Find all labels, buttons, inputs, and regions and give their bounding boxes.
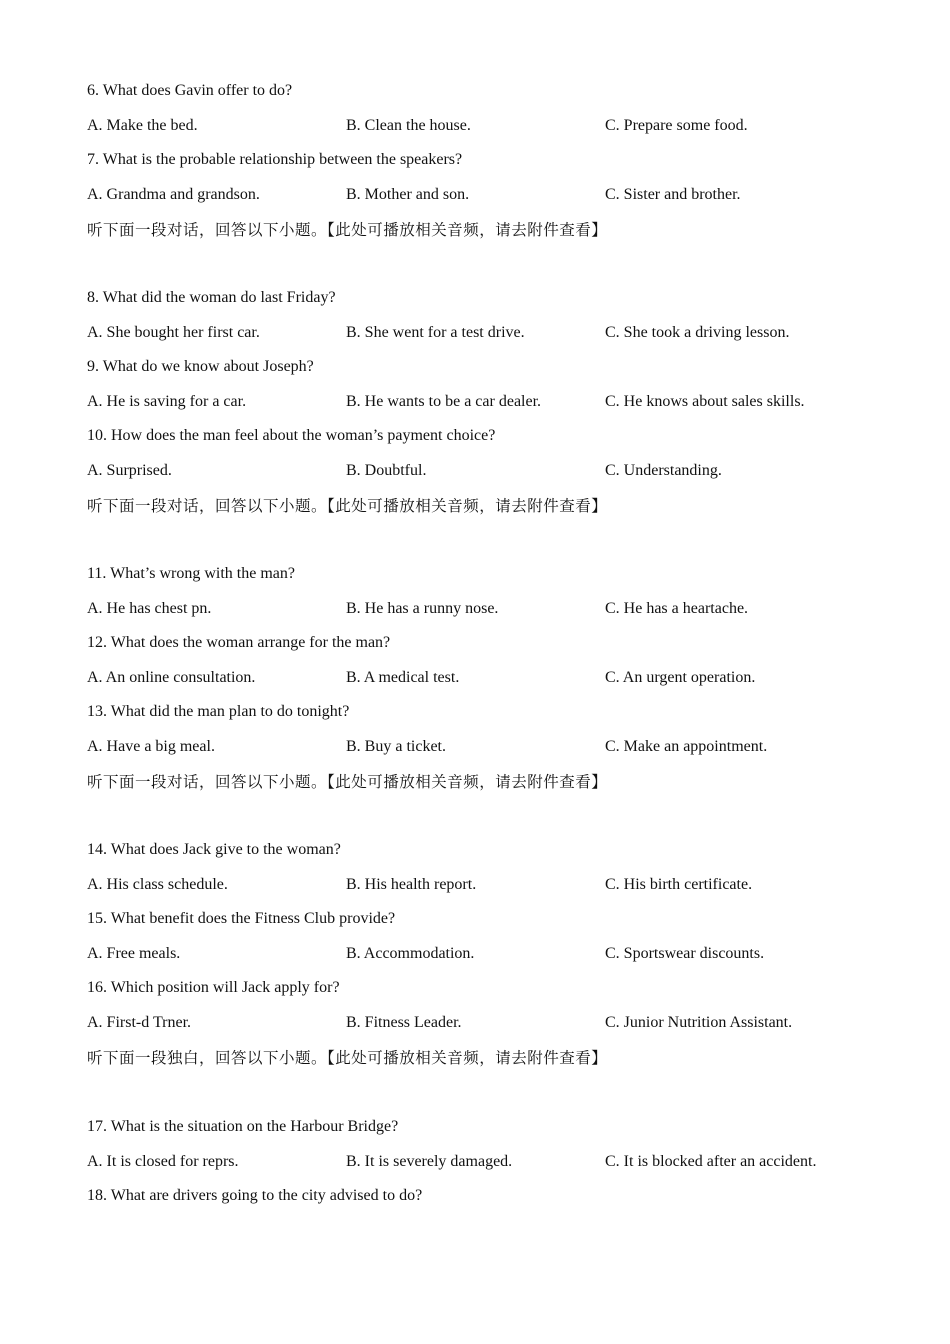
option-15a: A. Free meals.: [87, 945, 181, 962]
option-8c: C. She took a driving lesson.: [605, 324, 790, 341]
option-15b: B. Accommodation.: [346, 945, 475, 962]
option-12b: B. A medical test.: [346, 669, 460, 686]
option-11a: A. He has chest pn.: [87, 600, 212, 617]
options-16: [87, 1013, 887, 1033]
options-10: [87, 461, 887, 481]
question-7: 7. What is the probable relationship between the speakers?: [87, 151, 463, 168]
dialogue-instruction: 听下面一段对话，回答以下小题。【此处可播放相关音频，请去附件查看】: [87, 773, 608, 791]
option-14b: B. His health report.: [346, 876, 477, 893]
option-16c: C. Junior Nutrition Assistant.: [605, 1014, 793, 1031]
question-16: 16. Which position will Jack apply for?: [87, 979, 340, 996]
option-9a: A. He is saving for a car.: [87, 393, 247, 410]
question-18: 18. What are drivers going to the city advised to do?: [87, 1187, 423, 1204]
options-13: [87, 737, 887, 757]
option-9c: C. He knows about sales skills.: [605, 393, 805, 410]
question-10: 10. How does the man feel about the woman’s payment choice?: [87, 427, 496, 444]
options-11: [87, 599, 887, 619]
option-9b: B. He wants to be a car dealer.: [346, 393, 542, 410]
question-8: 8. What did the woman do last Friday?: [87, 289, 336, 306]
question-12: 12. What does the woman arrange for the man?: [87, 634, 391, 651]
option-7b: B. Mother and son.: [346, 186, 470, 203]
option-6b: B. Clean the house.: [346, 117, 471, 134]
option-14c: C. His birth certificate.: [605, 876, 753, 893]
options-7: [87, 185, 887, 205]
question-14: 14. What does Jack give to the woman?: [87, 841, 341, 858]
option-7a: A. Grandma and grandson.: [87, 186, 260, 203]
option-6a: A. Make the bed.: [87, 117, 198, 134]
option-10a: A. Surprised.: [87, 462, 172, 479]
options-14: [87, 875, 887, 895]
options-8: [87, 323, 887, 343]
options-17: [87, 1152, 887, 1172]
option-12a: A. An online consultation.: [87, 669, 256, 686]
option-14a: A. His class schedule.: [87, 876, 228, 893]
options-12: [87, 668, 887, 688]
question-9: 9. What do we know about Joseph?: [87, 358, 314, 375]
question-11: 11. What’s wrong with the man?: [87, 565, 295, 582]
option-13b: B. Buy a ticket.: [346, 738, 446, 755]
option-11b: B. He has a runny nose.: [346, 600, 499, 617]
option-8a: A. She bought her first car.: [87, 324, 260, 341]
dialogue-instruction: 听下面一段对话，回答以下小题。【此处可播放相关音频，请去附件查看】: [87, 221, 608, 239]
option-13a: A. Have a big meal.: [87, 738, 215, 755]
option-6c: C. Prepare some food.: [605, 117, 748, 134]
option-10c: C. Understanding.: [605, 462, 722, 479]
dialogue-instruction: 听下面一段对话，回答以下小题。【此处可播放相关音频，请去附件查看】: [87, 497, 608, 515]
option-12c: C. An urgent operation.: [605, 669, 756, 686]
option-15c: C. Sportswear discounts.: [605, 945, 765, 962]
option-16b: B. Fitness Leader.: [346, 1014, 462, 1031]
option-17c: C. It is blocked after an accident.: [605, 1153, 817, 1170]
option-13c: C. Make an appointment.: [605, 738, 768, 755]
question-17: 17. What is the situation on the Harbour Bridge?: [87, 1118, 399, 1135]
option-8b: B. She went for a test drive.: [346, 324, 525, 341]
question-15: 15. What benefit does the Fitness Club provide?: [87, 910, 396, 927]
question-6: 6. What does Gavin offer to do?: [87, 82, 293, 99]
option-17b: B. It is severely damaged.: [346, 1153, 513, 1170]
option-11c: C. He has a heartache.: [605, 600, 749, 617]
option-10b: B. Doubtful.: [346, 462, 427, 479]
options-15: [87, 944, 887, 964]
options-9: [87, 392, 887, 412]
option-7c: C. Sister and brother.: [605, 186, 741, 203]
option-17a: A. It is closed for reprs.: [87, 1153, 239, 1170]
option-16a: A. First-d Trner.: [87, 1014, 192, 1031]
question-13: 13. What did the man plan to do tonight?: [87, 703, 350, 720]
options-6: [87, 116, 887, 136]
monologue-instruction: 听下面一段独白，回答以下小题。【此处可播放相关音频，请去附件查看】: [87, 1049, 608, 1067]
